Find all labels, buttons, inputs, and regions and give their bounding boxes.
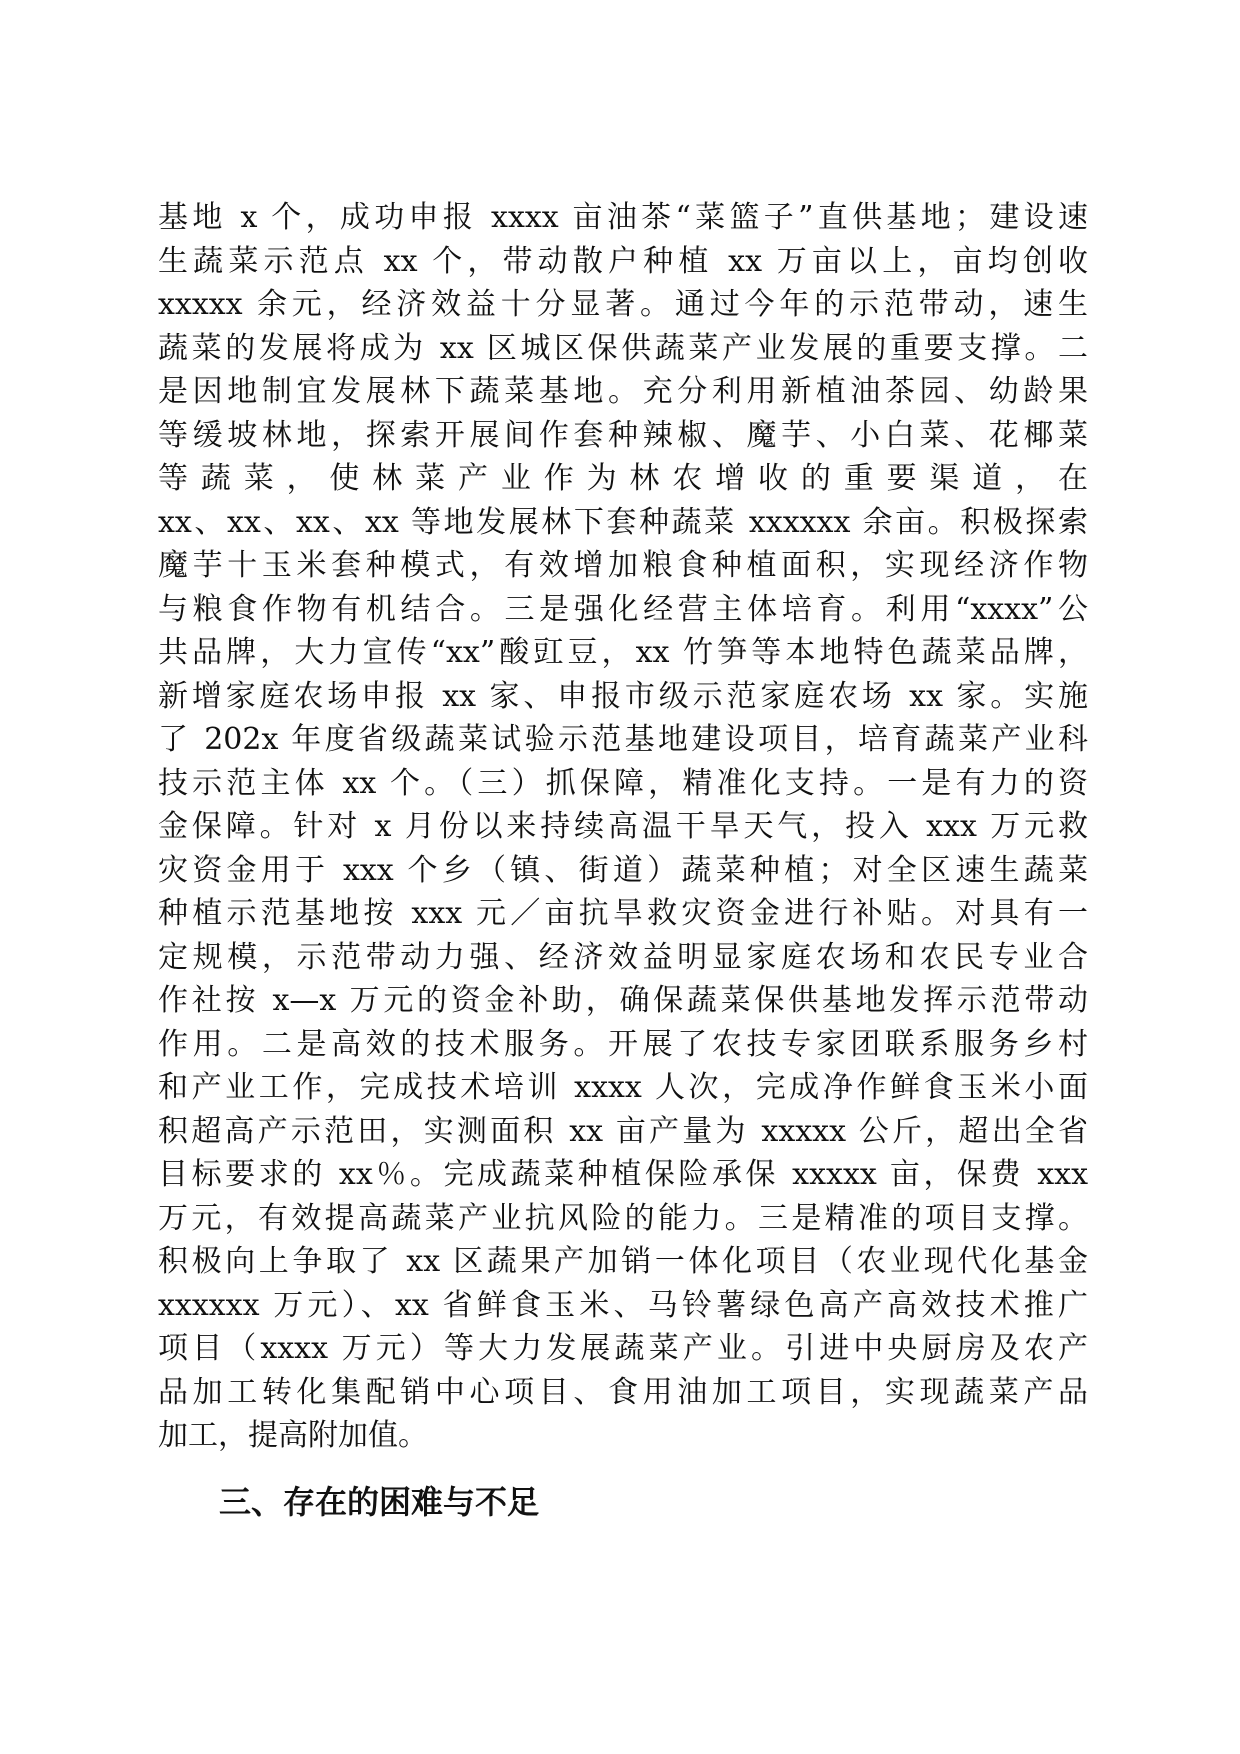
text-line: 技示范主体 xx 个。（三）抓保障，精准化支持。一是有力的资	[158, 765, 1088, 801]
text-line: 万元，有效提高蔬菜产业抗风险的能力。三是精准的项目支撑。	[158, 1200, 1088, 1236]
text-line: 基地 x 个，成功申报 xxxx 亩油茶“菜篮子”直供基地；建设速	[158, 200, 1088, 235]
text-line: 了 202x 年度省级蔬菜试验示范基地建设项目，培育蔬菜产业科	[158, 722, 1088, 757]
text-line: 与粮食作物有机结合。三是强化经营主体培育。利用“xxxx”公	[158, 591, 1088, 627]
text-line: xxxxx 余元，经济效益十分显著。通过今年的示范带动，速生	[158, 287, 1088, 322]
text-line: 种植示范基地按 xxx 元／亩抗旱救灾资金进行补贴。对具有一	[158, 896, 1088, 931]
text-line: 灾资金用于 xxx 个乡（镇、街道）蔬菜种植；对全区速生蔬菜	[158, 852, 1088, 888]
text-line: 加工，提高附加值。	[158, 1418, 428, 1453]
text-line: 作社按 x—x 万元的资金补助，确保蔬菜保供基地发挥示范带动	[158, 983, 1088, 1018]
text-line: 积极向上争取了 xx 区蔬果产加销一体化项目（农业现代化基金	[158, 1244, 1088, 1279]
text-line: 等蔬菜，使林菜产业作为林农增收的重要渠道，在	[158, 461, 1088, 496]
text-line: xx、xx、xx、xx 等地发展林下套种蔬菜 xxxxxx 余亩。积极探索	[158, 504, 1088, 540]
text-line: 和产业工作，完成技术培训 xxxx 人次，完成净作鲜食玉米小面	[158, 1070, 1088, 1105]
text-line: 作用。二是高效的技术服务。开展了农技专家团联系服务乡村	[158, 1026, 1088, 1062]
text-line: 新增家庭农场申报 xx 家、申报市级示范家庭农场 xx 家。实施	[158, 678, 1088, 714]
text-line: 蔬菜的发展将成为 xx 区城区保供蔬菜产业发展的重要支撑。二	[158, 330, 1088, 366]
text-line: 等缓坡林地，探索开展间作套种辣椒、魔芋、小白菜、花椰菜	[158, 417, 1088, 453]
body-paragraph	[158, 196, 1088, 1458]
text-line: 共品牌，大力宣传“xx”酸豇豆，xx 竹笋等本地特色蔬菜品牌，	[158, 635, 1088, 670]
text-line: 是因地制宜发展林下蔬菜基地。充分利用新植油茶园、幼龄果	[158, 374, 1088, 409]
text-line: 金保障。针对 x 月份以来持续高温干旱天气，投入 xxx 万元救	[158, 809, 1088, 844]
text-line: xxxxxx 万元）、xx 省鲜食玉米、马铃薯绿色高产高效技术推广	[158, 1287, 1088, 1323]
text-line: 生蔬菜示范点 xx 个，带动散户种植 xx 万亩以上，亩均创收	[158, 243, 1088, 279]
text-line: 品加工转化集配销中心项目、食用油加工项目，实现蔬菜产品	[158, 1374, 1088, 1410]
text-line: 魔芋十玉米套种模式，有效增加粮食种植面积，实现经济作物	[158, 548, 1088, 583]
text-line: 定规模，示范带动力强、经济效益明显家庭农场和农民专业合	[158, 939, 1088, 975]
section-heading: 三、存在的困难与不足	[219, 1483, 540, 1521]
text-line: 积超高产示范田，实测面积 xx 亩产量为 xxxxx 公斤，超出全省	[158, 1113, 1088, 1149]
text-line: 项目（xxxx 万元）等大力发展蔬菜产业。引进中央厨房及农产	[158, 1331, 1088, 1366]
text-line: 目标要求的 xx％。完成蔬菜种植保险承保 xxxxx 亩，保费 xxx	[158, 1157, 1088, 1192]
